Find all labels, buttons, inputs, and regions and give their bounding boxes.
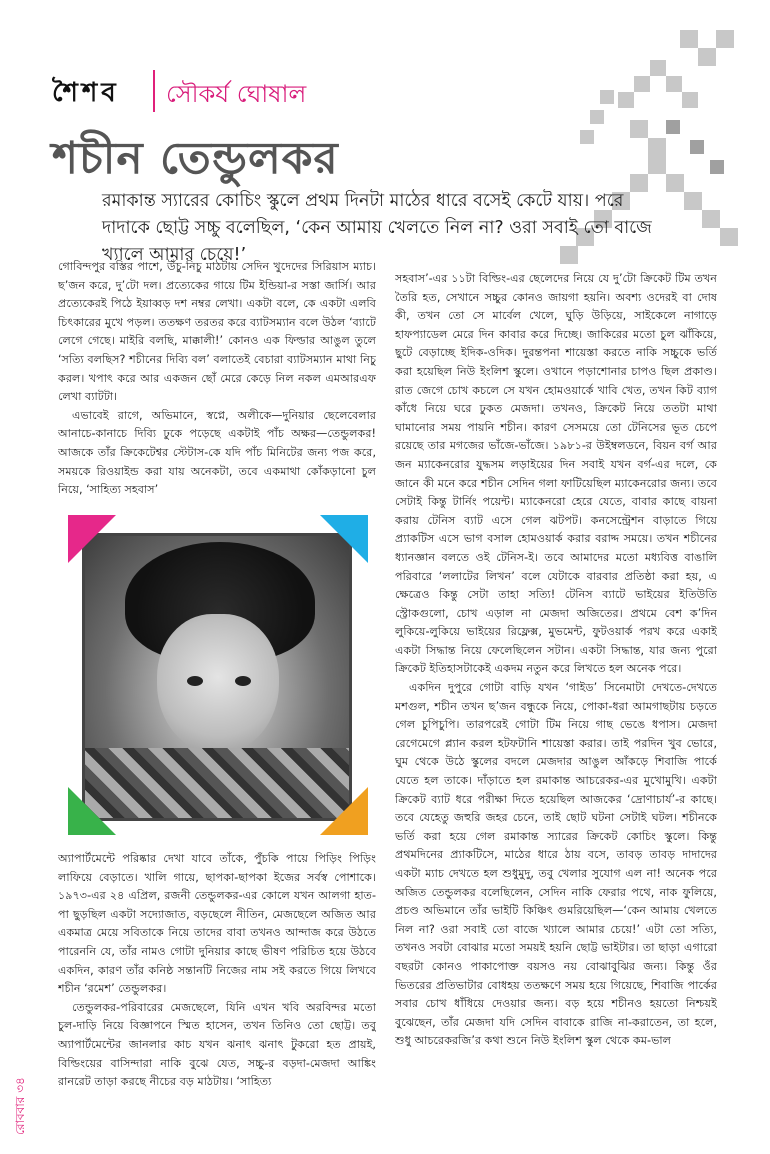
- paragraph: একদিন দুপুরে গোটা বাড়ি যখন ‘গাইড’ সিনেমাটা দেখতে-দেখতে মশগুল, শচীন তখন ছ’জন বন্ধুকে নিয়ে, পোকা-ধরা আমগাছটায় চড়তে গেল চুপিচুপি। তারপরেই গোটা টিম নিয়ে গাছ ভেঙে ধপাস। মেজদা রেগেমেগে প্ল্যান করল হটফটানি শায়েস্তা করার। তাই পরদিন খুব ভোরে, ঘুম থেকে উঠে স্কুলের বদলে মেজদার আঙুল আঁকড়ে শিবাজি পার্কে যেতে হল তাকে। দাঁড়াতে হল রমাকান্ত আচরেকর-এর মুখোমুখি। একটা ক্রিকেট ব্যাট ধরে পরীক্ষা দিতে হয়েছিল আজকের ‘দ্রোণাচার্য’-র কাছে। তবে যেহেতু জহুরি জহর চেনে, তাই ছোট ঘটনা সেটাই ঘটল। শচীনকে ভর্তি করা হয়ে গেল রমাকান্ত স্যারের ক্রিকেট কোচিং স্কুলে। কিন্তু প্রথমদিনের প্র্যাকটিসে, মাঠের ধারে ঠায় বসে, তাবড় তাবড় দাদাদের একটা ম্যাচ দেখতে হল শুধুমুদু, তবু খেলার সুযোগ এল না! অনেক পরে অজিত তেন্ডুলকর বলেছিলেন, সেদিন নাকি ফেরার পথে, নাক ফুলিয়ে, প্রচণ্ড অভিমানে তাঁর ভাইটি কিঞ্চিৎ গুমরিয়েছিল—‘কেন আমায় খেলতে নিল না? ওরা সবাই তো বাজে খ্যালে আমার চেয়ে!’ এটা তো সত্যি, তখনও সবটা বোঝার মতো সময়ই হয়নি ছোট্ট ভাইটার। তা ছাড়া এগারো বছরটা কোনও পাকাপোক্ত বয়সও নয় বোঝাবুঝির জন্য। কিন্তু ওঁর ভিতরের প্রতিভাটার বোধহয় ততক্ষণে সময় হয়ে গিয়েছে, শিবাজি পার্কের সবার চোখ ধাঁধিয়ে দেওয়ার জন্য। বড় হয়ে শচীনও হয়তো নিশ্চয়ই বুঝেছেন, তাঁর মেজদা যদি সেদিন বাবাকে রাজি না-করাতেন, তা হলে, শুধু আচরেকরজি’র কথা শুনে নিউ ইংলিশ স্কুল থেকে কম-ভাল: [395, 681, 717, 1048]
- corner-cyan-triangle: [320, 515, 368, 563]
- photo-face: [157, 614, 279, 754]
- column-2: [395, 270, 717, 1112]
- paragraph: এভাবেই রাগে, অভিমানে, স্বপ্নে, অলীকে—দুনিয়ার ছেলেবেলার আনাচে-কানাচে দিব্যি ঢুকে পড়েছে একটাই পাঁচ অক্ষর—তেন্ডুলকর! আজকে তাঁর ক্রিকেটেশ্বর স্টেটাস-কে যদি পাঁচ মিনিটের জন্য পজ করে, সময়কে রিওয়াইন্ড করা যায় অনেকটা, তবে একমাথা কোঁকড়ানো চুল নিয়ে, ‘সাহিত্য সহবাস’: [58, 408, 376, 497]
- series-heading: শৈশব: [52, 78, 120, 108]
- column-1-bottom: [58, 850, 376, 1108]
- paragraph: সহবাস’-এর ১১টা বিল্ডিং-এর ছেলেদের নিয়ে যে দু’টো ক্রিকেট টিম তখন তৈরি হত, সেখানে সচ্চুর কোনও জায়গা হয়নি। অবশ্য ওদেরই বা দোষ কী, তখন তো সে মার্বেল খেলে, ঘুড়ি উড়িয়ে, সাইকেলে নাগাড়ে হাফপ্যাডেল মেরে দিন কাবার করে দিচ্ছে। জাকিরের মতো চুল ঝাঁকিয়ে, ছুটে বেড়াচ্ছে ইদিক-ওদিক। দুরন্তপনা শায়েস্তা করতে নাকি সচ্চুকে ভর্তি করা হয়েছিল নিউ ইংলিশ স্কুলে। ওখানে পড়াশোনার চাপও ছিল প্রকাণ্ড। রাত জেগে চোখ কচলে সে যখন হোমওয়ার্কে খাবি খেত, তখন কিট ব্যাগ কাঁধে নিয়ে ঘরে ঢুকত মেজদা। তখনও, ক্রিকেট নিয়ে ততটা মাথা ঘামানোর সময় পায়নি শচীন। কারণ সেসময়ে তো টেনিসের ভূত চেপে রয়েছে তার মগজের ভাঁজে-ভাঁজে। ১৯৮১-র উইম্বলডনে, বিয়ন বর্গ আর জন ম্যাকেনরোর যুদ্ধসম লড়াইয়ের দিন সবাই যখন বর্গ-এর দলে, কে জানে কী মনে করে শচীন সেদিন গলা ফাটিয়েছিল ম্যাকেনরোর জন্য। তবে সেটাই কিন্তু টার্নিং পয়েন্ট। ম্যাকেনরো হেরে যেতে, বাবার কাছে বায়না করায় টেনিস ব্যাট এসে গেল ঝটপট। কনসেন্ট্রেশন বাড়াতে গিয়ে প্র্যাকটিস এসে ভাগ বসাল হোমওয়ার্ক করার বরাদ্দ সময়ে। তখন শচীনের ধ্যানজ্ঞান বলতে ওই টেনিস-ই। তবে আমাদের মতো মধ্যবিত্ত বাঙালি পরিবারে ‘ললাটের লিখন’ বলে যেটাকে বারবার প্রতিষ্ঠা করা হয়, এ ক্ষেত্রেও কিন্তু সেটা তাহা সত্যি! টেনিস ব্যাটে ভাইয়ের ইতিউতি স্ট্রোকগুলো, চোখ এড়াল না মেজদা অজিতের। প্রথমে বেশ ক’দিন লুকিয়ে-লুকিয়ে ভাইয়ের রিফ্লেক্স, মুভমেন্ট, ফুটওয়ার্ক পরখ করে একাই একটা সিদ্ধান্ত নিয়ে ফেলেছিলেন সটান। একটা সিদ্ধান্ত, যার জন্য পুরো ক্রিকেট ইতিহাসটাকেই একদম নতুন করে লিখতে হল অনেক পরে।: [395, 272, 717, 676]
- photo-shirt: [85, 748, 349, 818]
- lead-paragraph: রমাকান্ত স্যারের কোচিং স্কুলে প্রথম দিনটা মাঠের ধারে বসেই কেটে যায়। পরে দাদাকে ছোট্ট সচ্চু বলেছিল, ‘কেন আমায় খেলতে নিল না? ওরা সবাই তো বাজে খ্যালে আমার চেয়ে!’: [102, 191, 652, 265]
- corner-orange-triangle: [320, 787, 368, 835]
- paragraph: অ্যাপার্টমেন্টে পরিষ্কার দেখা যাবে তাঁকে, পুঁচকি পায়ে পিড়িং পিড়িং লাফিয়ে বেড়াতে। খালি গায়ে, ছাপকা-ছাপকা ইজের সর্বস্ব পোশাকে। ১৯৭৩-এর ২৪ এপ্রিল, রজনী তেন্ডুলকর-এর কোলে যখন আলগা হাত-পা ছুড়ছিল একটা সদ্যোজাত, বড়ছেলে নীতিন, মেজছেলে অজিত আর একমাত্র মেয়ে সবিতাকে নিয়ে তাদের বাবা তখনও আন্দাজ করে উঠতে পারেননি যে, তাঁর নামও গোটা দুনিয়ার কাছে ভীষণ পরিচিত হয়ে উঠবে একদিন, কারণ তাঁর কনিষ্ঠ সন্তানটি নিজের নাম সই করতে গিয়ে লিখবে শচীন ‘রমেশ’ তেন্ডুলকর।: [58, 852, 376, 996]
- article-title: শচীন তেন্ডুলকর: [52, 133, 339, 184]
- corner-green-triangle: [68, 787, 116, 835]
- corner-magenta-triangle: [68, 515, 116, 563]
- paragraph: গোবিন্দপুর বস্তির পাশে, উঁচু-নিচু মাঠটায় সেদিন খুদেদের সিরিয়াস ম্যাচ। ছ’জন করে, দু’টো দল। প্রত্যেকের গায়ে টিম ইন্ডিয়া-র সস্তা জার্সি। আর প্রত্যেকেরই পিঠে ইয়াব্বড় দশ নম্বর লেখা। একটা বলে, কে একটা এলবি চিৎকারের মুখে পড়ল। ততক্ষণ তরতর করে ব্যাটসম্যান বলে উঠল ‘ব্যাটে লেগে গেছে। মাইরি বলছি, মাক্কালী!’ কোনও এক ফিল্ডার আঙুল তুলে ‘সত্যি বলছিস? শচীনের দিব্যি বল’ বলাতেই বেচারা ব্যাটসম্যান মাথা নিচু করল। খপাৎ করে আর একজন ছোঁ মেরে কেড়ে নিল নকল এমআরএফ লেখা ব্যাটটা।: [58, 260, 376, 404]
- childhood-photo: [82, 533, 352, 821]
- page-label: রোববার ৩৪: [13, 1077, 27, 1135]
- photo-eye-right: [235, 676, 251, 686]
- column-1-top: [58, 258, 376, 500]
- author-name: সৌকর্য ঘোষাল: [166, 80, 307, 108]
- page-footer: [6, 1035, 36, 1145]
- photo-eye-left: [187, 676, 203, 686]
- childhood-photo-frame: [68, 515, 368, 835]
- paragraph: তেন্ডুলকর-পরিবারের মেজছেলে, যিনি এখন খবি অরবিন্দর মতো চুল-দাড়ি নিয়ে বিজ্ঞাপনে স্মিত হাসেন, তখন তিনিও তো ছোট্ট। তবু অ্যাপার্টমেন্টের জানলার কাচ যখন ঝনাৎ ঝনাৎ টুকরো হত প্রায়ই, বিল্ডিংয়ের বাসিন্দারা নাকি বুঝে যেত, সচ্চু-র বড়দা-মেজদা আঙ্কিং রানরেট তাড়া করছে নীচের বড় মাঠটায়। ‘সাহিত্য: [58, 1000, 376, 1089]
- header-divider: [153, 70, 155, 112]
